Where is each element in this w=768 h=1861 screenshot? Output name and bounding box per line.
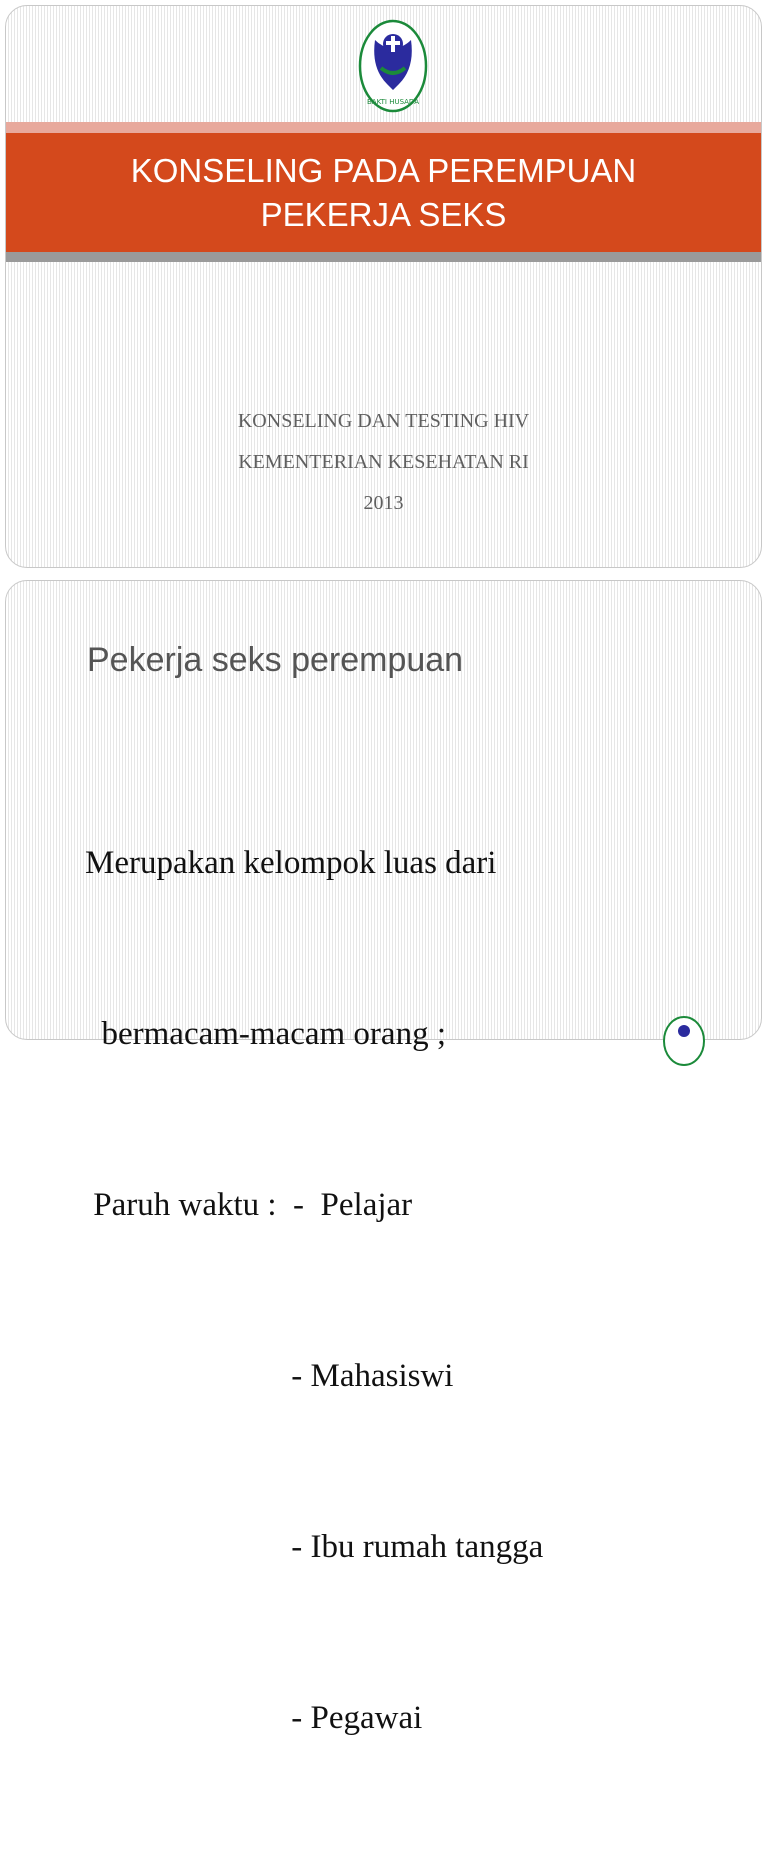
slide-1	[5, 5, 762, 568]
body-line: Merupakan kelompok luas dari	[85, 845, 497, 881]
slide-heading: Pekerja seks perempuan	[87, 641, 464, 679]
slide-title	[131, 149, 637, 237]
slide-title-line: KONSELING PADA PEREMPUAN	[130, 151, 637, 189]
bakti-husada-logo-icon	[357, 18, 429, 114]
title-band-top	[6, 122, 761, 133]
title-band	[6, 133, 761, 252]
body-line: - Pegawai	[85, 1700, 423, 1736]
slide-title-line: PEKERJA SEKS	[260, 195, 507, 233]
body-line: - Mahasiswi	[85, 1358, 454, 1394]
subtitle-line: 2013	[363, 492, 404, 514]
title-band-bottom	[6, 252, 761, 262]
body-line: Paruh waktu : - Pelajar	[85, 1187, 413, 1223]
body-line: - Ibu rumah tangga	[85, 1529, 544, 1565]
slide-subtitle	[6, 401, 761, 524]
body-line: bermacam-macam orang ;	[85, 1016, 446, 1052]
subtitle-line: KEMENTERIAN KESEHATAN RI	[238, 451, 529, 473]
bakti-husada-logo-icon	[660, 1013, 708, 1061]
svg-text:BAKTI HUSADA: BAKTI HUSADA	[366, 98, 420, 106]
subtitle-line: KONSELING DAN TESTING HIV	[237, 410, 530, 432]
slide-body	[85, 721, 543, 1861]
slide-2	[5, 580, 762, 1736]
